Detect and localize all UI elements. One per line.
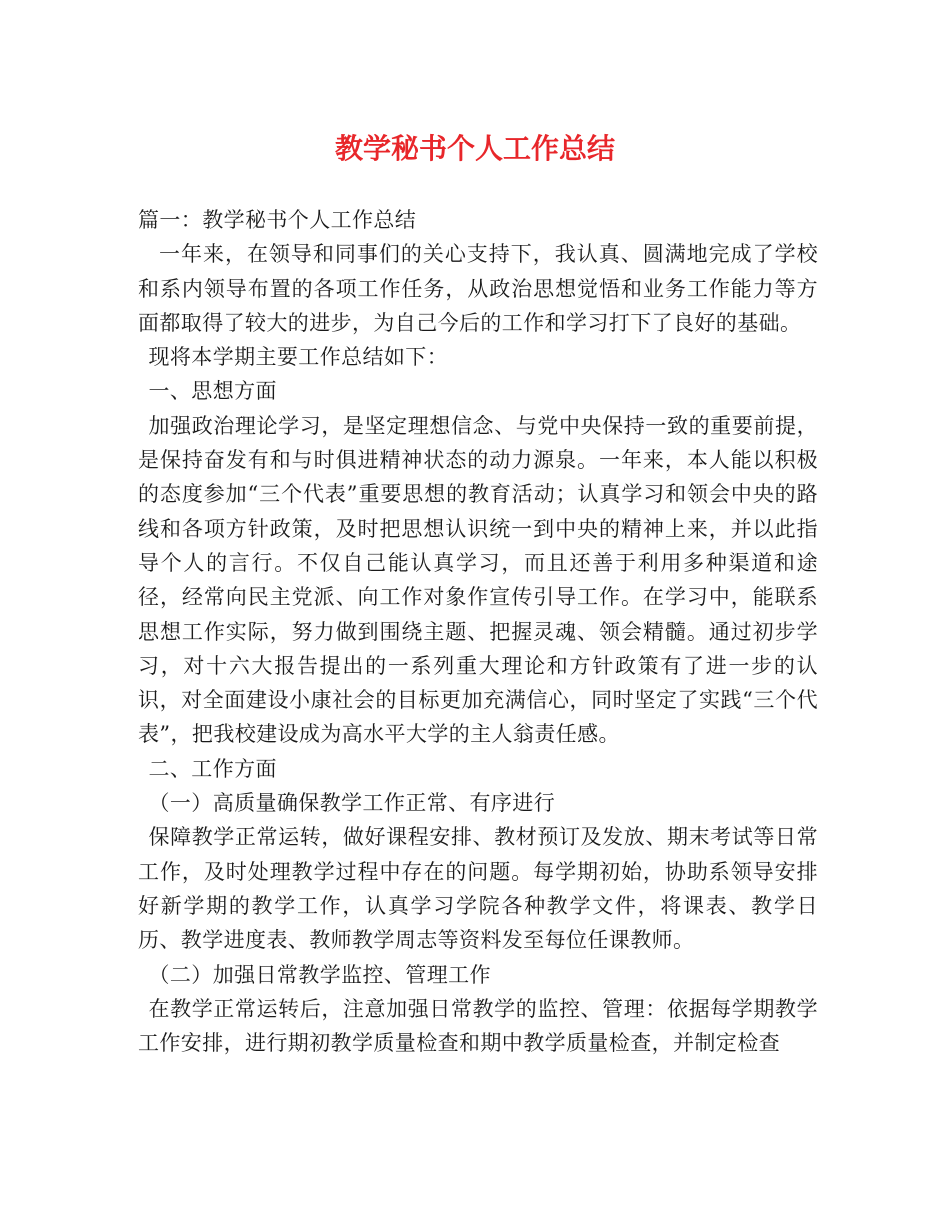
section-heading-thought: 一、思想方面	[148, 379, 277, 404]
section-heading-part-one: 篇一：教学秘书个人工作总结	[138, 208, 417, 232]
quality-paragraph: 保障教学正常运转，做好课程安排、教材预订及发放、期末考试等日常工作，及时处理教学过程中存在的问题。每学期初始，协助系领导安排好新学期的教学工作，认真学习学院各种教学文件，将课表、教学日历、教学进度表、教师教学周志等资料发至每位任课教师。	[138, 825, 818, 953]
thought-paragraph: 加强政治理论学习，是坚定理想信念、与党中央保持一致的重要前提，是保持奋发有和与时俱进精神状态的动力源泉。一年来，本人能以积极的态度参加“三个代表”重要思想的教育活动；认真学习和领会中央的路线和各项方针政策，及时把思想认识统一到中央的精神上来，并以此指导个人的言行。不仅自己能认真学习，而且还善于利用多种渠道和途径，经常向民主党派、向工作对象作宣传引导工作。在学习中，能联系思想工作实际，努力做到围绕主题、把握灵魂、领会精髓。通过初步学习，对十六大报告提出的一系列重大理论和方针政策有了进一步的认识，对全面建设小康社会的目标更加充满信心，同时坚定了实践“三个代表”，把我校建设成为高水平大学的主人翁责任感。	[138, 413, 818, 747]
section-heading-work: 二、工作方面	[148, 756, 277, 781]
subsection-heading-monitoring: （二）加强日常教学监控、管理工作	[148, 962, 491, 987]
intro-paragraph: 一年来，在领导和同事们的关心支持下，我认真、圆满地完成了学校和系内领导布置的各项工作任务，从政治思想觉悟和业务工作能力等方面都取得了较大的进步，为自己今后的工作和学习打下了良好的基础。	[138, 242, 818, 335]
document-body	[138, 203, 818, 1060]
monitoring-paragraph: 在教学正常运转后，注意加强日常教学的监控、管理：依据每学期教学工作安排，进行期初教学质量检查和期中教学质量检查，并制定检查	[138, 996, 818, 1056]
summary-lead-line: 现将本学期主要工作总结如下：	[148, 345, 449, 370]
subsection-heading-quality: （一）高质量确保教学工作正常、有序进行	[148, 791, 556, 816]
document-title: 教学秘书个人工作总结	[334, 132, 615, 165]
